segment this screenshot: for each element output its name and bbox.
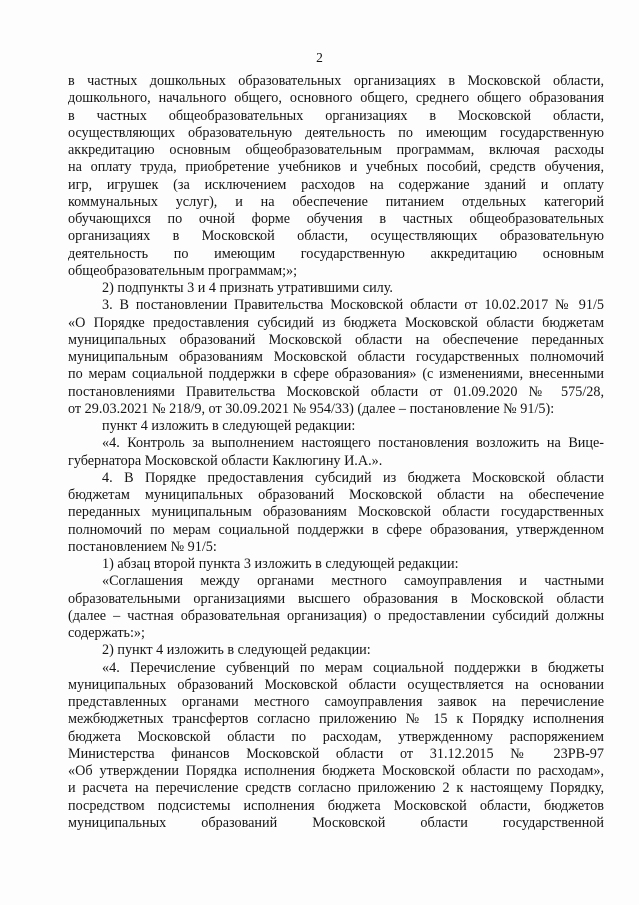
paragraph-start: «4. Перечисление субвенций по мерам социальной поддержки в бюджеты xyxy=(102,659,604,676)
text-line: «Об утверждении Порядка исполнения бюджета Московской области по расходам», xyxy=(68,763,604,779)
text-line: переданных муниципальным образованиям Московской области государственных xyxy=(68,504,604,521)
text-line: содержать:»; xyxy=(68,625,145,641)
text-line: постановлениями Правительства Московской области от 01.09.2020 № 575/28, xyxy=(68,383,604,400)
text-line: представленных органами местного самоуправления заявок на перечисление xyxy=(68,694,604,710)
text-line: коммунальных услуг), и на обеспечение питанием отдельных категорий xyxy=(68,193,604,210)
text-line: посредством подсистемы исполнения бюджета Московской области, бюджетов xyxy=(68,797,604,814)
page-number: 2 xyxy=(316,50,323,65)
text-line: аккредитацию основным общеобразовательным программам, включая расходы xyxy=(68,142,604,158)
text-line: межбюджетных трансфертов согласно приложению № 15 к Порядку исполнения xyxy=(68,711,604,728)
text-line: (далее – частная образовательная организация) о предоставлении субсидий должны xyxy=(68,607,604,624)
text-line: «О Порядке предоставления субсидий из бюджета Московской области бюджетам xyxy=(68,314,604,331)
text-line: общеобразовательным программам;»; xyxy=(68,262,298,279)
paragraph-start: 2) пункт 4 изложить в следующей редакции: xyxy=(102,642,371,659)
text-line: от 29.03.2021 № 218/9, от 30.09.2021 № 954/33) (далее – постановление № 91/5): xyxy=(68,400,555,417)
text-line: муниципальным образованиям Московской области государственных полномочий xyxy=(68,349,604,365)
text-line: осуществляющих образовательную деятельность по имеющим государственную xyxy=(68,124,604,141)
paragraph-start: «Соглашения между органами местного самоуправления и частными xyxy=(102,573,604,590)
text-line: полномочий по мерам социальной поддержки в сфере образования, утвержденном xyxy=(68,521,604,538)
text-line: Министерства финансов Московской области от 31.12.2015 № 23РВ-97 xyxy=(68,745,604,762)
text-line: игр, игрушек (за исключением расходов на содержание зданий и оплату xyxy=(68,176,604,193)
text-line: в частных дошкольных образовательных организациях в Московской области, xyxy=(68,73,604,89)
paragraph-start: пункт 4 изложить в следующей редакции: xyxy=(102,418,356,434)
paragraph-start: 4. В Порядке предоставления субсидий из бюджета Московской области xyxy=(102,469,604,486)
document-body xyxy=(68,73,604,832)
text-line: на оплату труда, приобретение учебников и учебных пособий, средств обучения, xyxy=(68,159,604,176)
text-line: постановлением № 91/5: xyxy=(68,538,217,555)
text-line: муниципальных образований Московской области государственной xyxy=(68,814,604,831)
paragraph-start: 1) абзац второй пункта 3 изложить в следующей редакции: xyxy=(102,556,459,572)
text-line: бюджетам муниципальных образований Московской области на обеспечение xyxy=(68,487,604,503)
text-line: в частных общеобразовательных организациях в Московской области, xyxy=(68,107,604,124)
text-line: деятельность по имеющим государственную аккредитацию основным xyxy=(68,245,604,262)
paragraph-start: 3. В постановлении Правительства Московской области от 10.02.2017 № 91/5 xyxy=(102,297,604,314)
text-line: образовательными организациями высшего образования в Московской области xyxy=(68,590,604,607)
text-line: обучающихся по очной форме обучения в частных общеобразовательных xyxy=(68,211,604,227)
text-line: муниципальных образований Московской области осуществляется на основании xyxy=(68,676,604,693)
text-line: муниципальных образований Московской области на обеспечение переданных xyxy=(68,331,604,348)
paragraph-start: «4. Контроль за выполнением настоящего постановления возложить на Вице- xyxy=(102,435,604,452)
text-line: по мерам социальной поддержки в сфере образования» (с изменениями, внесенными xyxy=(68,366,604,383)
paragraph-start: 2) подпункты 3 и 4 признать утратившими силу. xyxy=(102,280,393,296)
text-line: дошкольного, начального общего, основного общего, среднего общего образования xyxy=(68,90,604,107)
text-line: бюджета Московской области по расходам, утвержденному распоряжением xyxy=(68,728,604,745)
text-line: и расчета на перечисление средств согласно приложению 2 к настоящему Порядку, xyxy=(68,780,604,797)
text-line: губернатора Московской области Каклюгину И.А.». xyxy=(68,452,383,469)
text-line: организациях в Московской области, осуществляющих образовательную xyxy=(68,228,604,245)
